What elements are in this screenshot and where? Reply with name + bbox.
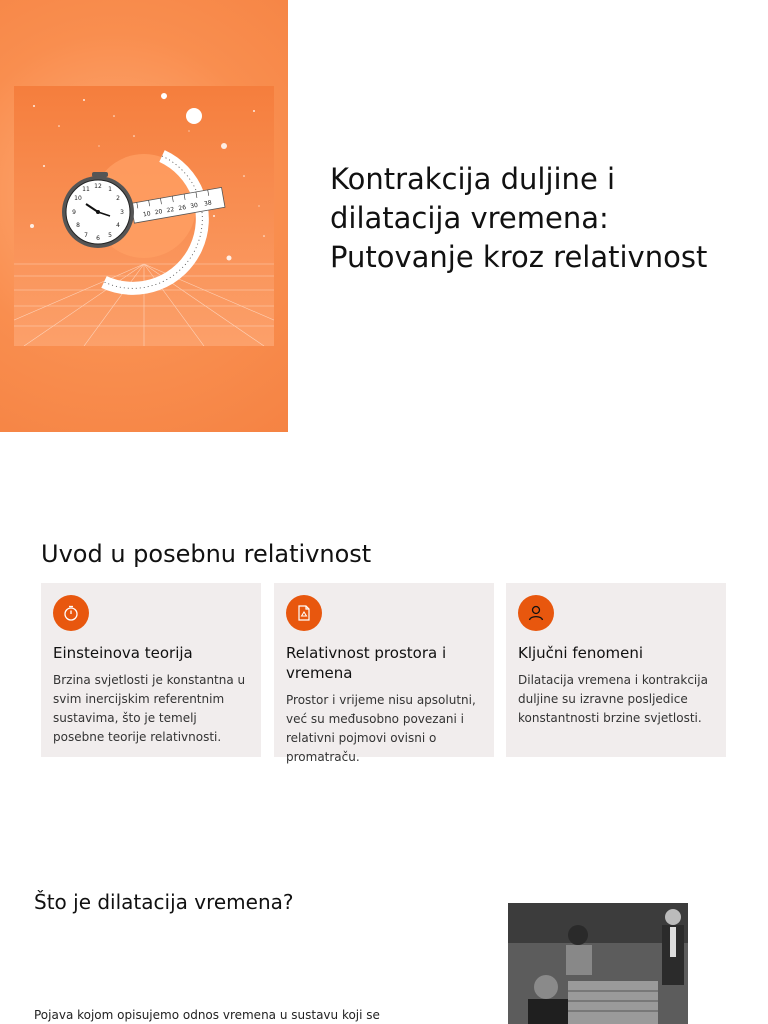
clock-number: 1	[108, 186, 112, 193]
clock-number: 7	[84, 232, 88, 239]
card-text: Dilatacija vremena i kontrakcija duljine su izravne posljedice konstantnosti brzine svjetlosti.	[518, 673, 708, 725]
clock-number: 8	[76, 222, 80, 229]
clock-number: 9	[72, 209, 76, 216]
clock-number: 5	[108, 232, 112, 239]
stopwatch-icon	[53, 595, 89, 631]
card-title: Ključni fenomeni	[518, 644, 644, 662]
ruler-mark: 22	[166, 206, 175, 215]
clock-number: 6	[96, 235, 100, 242]
ruler-mark: 10	[142, 210, 152, 219]
ruler-mark: 26	[177, 203, 187, 213]
clock-number: 2	[116, 195, 120, 202]
historical-photo	[508, 903, 688, 1024]
ruler-mark: 30	[189, 201, 199, 211]
ruler-mark: 20	[154, 208, 164, 217]
hero-image-panel	[0, 0, 288, 432]
clock-number: 3	[120, 209, 124, 216]
section-title-time-dilation: Što je dilatacija vremena?	[34, 890, 294, 914]
card-text: Prostor i vrijeme nisu apsolutni, već su međusobno povezani i relativni pojmovi ovisni o promatraču.	[286, 693, 476, 764]
section-paragraph: Pojava kojom opisujemo odnos vremena u sustavu koji se	[34, 1008, 380, 1022]
page-title: Kontrakcija duljine i dilatacija vremena: Putovanje kroz relativnost	[330, 162, 708, 274]
card-title: Einsteinova teorija	[53, 644, 193, 662]
document-icon	[286, 595, 322, 631]
user-icon	[518, 595, 554, 631]
card-key-phenomena	[506, 583, 726, 757]
clock-number: 11	[82, 186, 90, 193]
card-einstein-theory	[41, 583, 261, 757]
clock-number: 12	[94, 183, 102, 190]
card-space-time-relativity	[274, 583, 494, 764]
clock-number: 4	[116, 222, 120, 229]
ruler-mark: 38	[203, 199, 213, 208]
section-title-intro: Uvod u posebnu relativnost	[41, 540, 372, 568]
card-title: Relativnost prostora i vremena	[286, 644, 447, 682]
card-text: Brzina svjetlosti je konstantna u svim inercijskim referentnim sustavima, što je temelj posebne teorije relativnosti.	[53, 673, 246, 744]
hero-illustration	[14, 86, 274, 346]
clock-number: 10	[74, 195, 82, 202]
